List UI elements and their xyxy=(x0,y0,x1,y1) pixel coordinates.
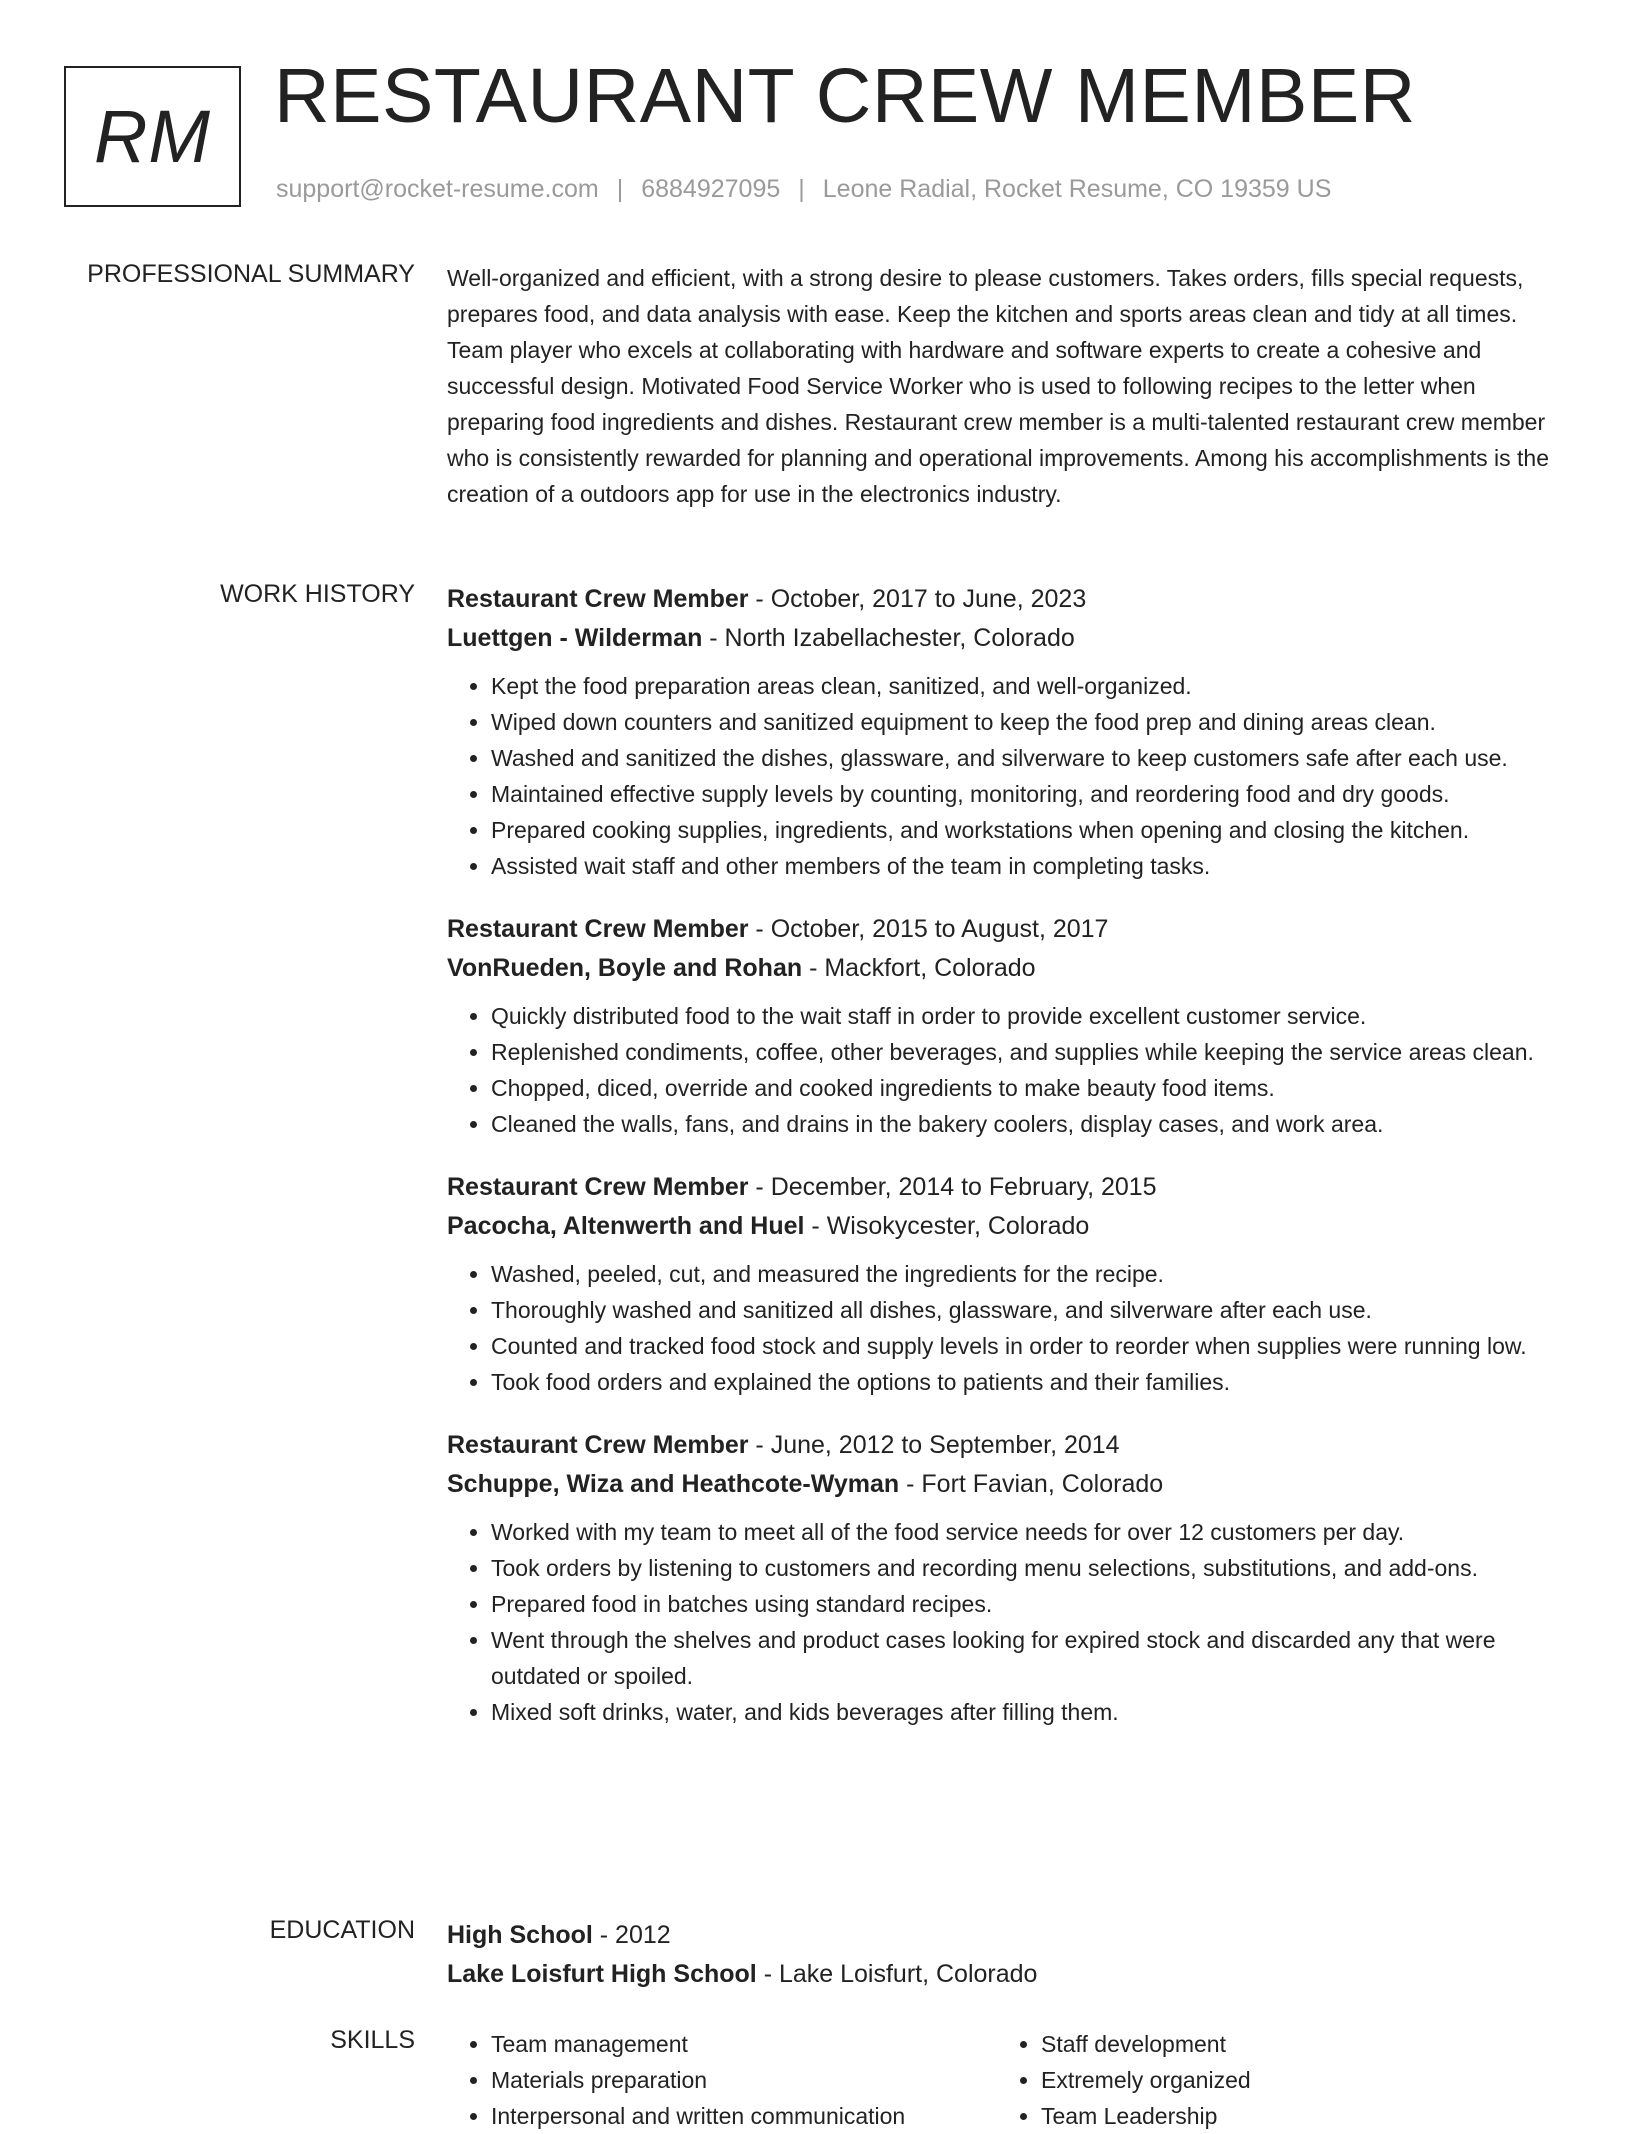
job-duty: • Cleaned the walls, fans, and drains in the bakery coolers, display cases, and work area. xyxy=(491,1106,1567,1142)
job-dates: - October, 2017 to June, 2023 xyxy=(748,585,1087,613)
job-dates: - October, 2015 to August, 2017 xyxy=(748,915,1109,943)
contact-separator: | xyxy=(616,175,624,203)
job-duty: • Mixed soft drinks, water, and kids beverages after filling them. xyxy=(491,1694,1567,1730)
job-entry xyxy=(447,1426,1567,1730)
job-duties xyxy=(447,1256,1567,1400)
job-location: - Mackfort, Colorado xyxy=(802,954,1036,982)
job-duty: • Maintained effective supply levels by counting, monitoring, and reordering food and dry goods. xyxy=(491,776,1567,812)
job-location: - Wisokycester, Colorado xyxy=(804,1212,1090,1240)
education-year: - 2012 xyxy=(592,1921,671,1949)
job-company-line xyxy=(447,949,1567,988)
skills-list-right xyxy=(997,2026,1547,2134)
job-title-line xyxy=(447,1426,1567,1465)
job-company: Schuppe, Wiza and Heathcote-Wyman xyxy=(447,1470,900,1498)
contact-email: support@rocket-resume.com xyxy=(276,175,599,203)
job-location: - Fort Favian, Colorado xyxy=(899,1470,1164,1498)
job-company: Luettgen - Wilderman xyxy=(447,624,703,652)
job-duty: • Took orders by listening to customers and recording menu selections, substitutions, and add-ons. xyxy=(491,1550,1567,1586)
job-title: Restaurant Crew Member xyxy=(447,1431,749,1459)
job-duty: • Assisted wait staff and other members of the team in completing tasks. xyxy=(491,848,1567,884)
skill-item: • Team Leadership xyxy=(1041,2098,1547,2134)
job-duty: • Wiped down counters and sanitized equipment to keep the food prep and dining areas clean. xyxy=(491,704,1567,740)
skill-item: • Staff development xyxy=(1041,2026,1547,2062)
skill-item: • Interpersonal and written communication xyxy=(491,2098,997,2134)
job-duty: • Quickly distributed food to the wait staff in order to provide excellent customer service. xyxy=(491,998,1567,1034)
job-dates: - December, 2014 to February, 2015 xyxy=(748,1173,1157,1201)
job-company-line xyxy=(447,1465,1567,1504)
job-company: VonRueden, Boyle and Rohan xyxy=(447,954,803,982)
contact-address: Leone Radial, Rocket Resume, CO 19359 US xyxy=(822,175,1332,203)
job-duty: • Took food orders and explained the options to patients and their families. xyxy=(491,1364,1567,1400)
job-title-line xyxy=(447,910,1567,949)
job-duty: • Prepared cooking supplies, ingredients, and workstations when opening and closing the kitchen. xyxy=(491,812,1567,848)
job-title-line xyxy=(447,1168,1567,1207)
skill-item: • Team management xyxy=(491,2026,997,2062)
job-duty: • Worked with my team to meet all of the food service needs for over 12 customers per day. xyxy=(491,1514,1567,1550)
education-school-line xyxy=(447,1955,1567,1994)
job-title: Restaurant Crew Member xyxy=(447,1173,749,1201)
contact-separator: | xyxy=(798,175,805,203)
job-duty: • Counted and tracked food stock and supply levels in order to reorder when supplies were running low. xyxy=(491,1328,1567,1364)
job-duty: • Kept the food preparation areas clean, sanitized, and well-organized. xyxy=(491,668,1567,704)
job-dates: - June, 2012 to September, 2014 xyxy=(748,1431,1120,1459)
job-duty: • Went through the shelves and product cases looking for expired stock and discarded any that were outdated or spoiled. xyxy=(491,1622,1567,1694)
job-company-line xyxy=(447,1207,1567,1246)
job-duty: • Prepared food in batches using standard recipes. xyxy=(491,1586,1567,1622)
job-location: - North Izabellachester, Colorado xyxy=(702,624,1075,652)
job-title: Restaurant Crew Member xyxy=(447,915,749,943)
jobs-list xyxy=(447,580,1567,1756)
job-duties xyxy=(447,668,1567,884)
job-duty: • Chopped, diced, override and cooked ingredients to make beauty food items. xyxy=(491,1070,1567,1106)
contact-line xyxy=(276,175,1331,204)
page-title: RESTAURANT CREW MEMBER xyxy=(274,53,1416,139)
education-school: Lake Loisfurt High School xyxy=(447,1960,757,1988)
job-entry xyxy=(447,580,1567,884)
job-duty: • Thoroughly washed and sanitized all dishes, glassware, and silverware after each use. xyxy=(491,1292,1567,1328)
job-company-line xyxy=(447,619,1567,658)
section-label-education: EDUCATION xyxy=(269,1916,415,1944)
section-label-summary: PROFESSIONAL SUMMARY xyxy=(87,260,415,288)
skill-item: • Extremely organized xyxy=(1041,2062,1547,2098)
job-company: Pacocha, Altenwerth and Huel xyxy=(447,1212,805,1240)
job-entry xyxy=(447,1168,1567,1400)
monogram: RM xyxy=(64,66,241,207)
section-label-skills: SKILLS xyxy=(330,2026,415,2054)
job-duties xyxy=(447,1514,1567,1730)
education-degree: High School xyxy=(447,1921,593,1949)
skill-item: • Materials preparation xyxy=(491,2062,997,2098)
job-entry xyxy=(447,910,1567,1142)
contact-phone: 6884927095 xyxy=(641,175,781,203)
job-title-line xyxy=(447,580,1567,619)
job-duty: • Replenished condiments, coffee, other beverages, and supplies while keeping the service areas clean. xyxy=(491,1034,1567,1070)
job-duty: • Washed and sanitized the dishes, glassware, and silverware to keep customers safe after each use. xyxy=(491,740,1567,776)
summary-text: Well-organized and efficient, with a strong desire to please customers. Takes orders, fills special requests, prepares food, and data analysis with ease. Keep the kitchen and sports areas clean and tidy at all times. Team player who excels at collaborating with hardware and software experts to create a cohesive and successful design. Motivated Food Service Worker who is used to following recipes to the letter when preparing food ingredients and dishes. Restaurant crew member is a multi-talented restaurant crew member who is consistently rewarded for planning and operational improvements. Among his accomplishments is the creation of a outdoors app for use in the electronics industry. xyxy=(447,265,1550,507)
job-duties xyxy=(447,998,1567,1142)
skills-list-left xyxy=(447,2026,997,2134)
section-label-work-history: WORK HISTORY xyxy=(220,580,415,608)
job-duty: • Washed, peeled, cut, and measured the ingredients for the recipe. xyxy=(491,1256,1567,1292)
job-title: Restaurant Crew Member xyxy=(447,585,749,613)
education-degree-line xyxy=(447,1916,1567,1955)
education-location: - Lake Loisfurt, Colorado xyxy=(756,1960,1038,1988)
